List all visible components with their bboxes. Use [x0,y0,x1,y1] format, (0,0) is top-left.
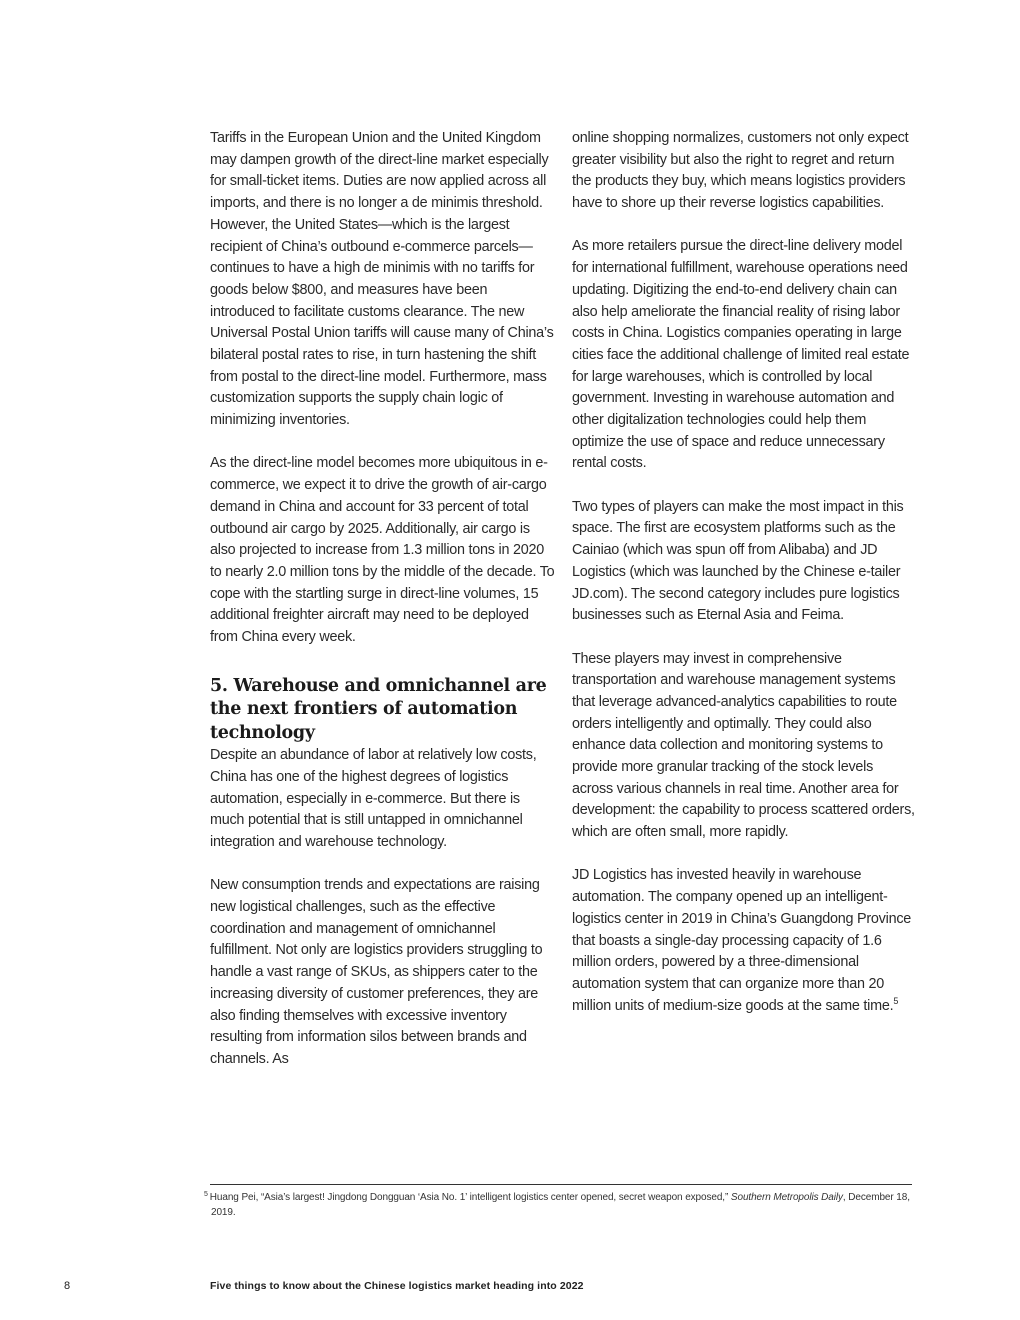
body-paragraph: As the direct-line model becomes more ubiquitous in e-commerce, we expect it to drive the growth of air-cargo demand in China and account for 33 percent of total outbound air cargo by 2025. Additionally, air cargo is also projected to increase from 1.3 million tons in 2020 to nearly 2.0 million tons by the middle of the decade. To cope with the startling surge in direct-line volumes, 15 additional freighter aircraft may need to be deployed from China every week. [210,455,555,646]
body-paragraph: online shopping normalizes, customers not only expect greater visibility but also the right to regret and return the products they buy, which means logistics providers have to shore up their reverse logistics capabilities. [572,130,909,212]
section-heading: 5. Warehouse and omnichannel are the next frontiers of automation technology [210,675,547,743]
paragraph-text: JD Logistics has invested heavily in warehouse automation. The company opened up an intelligent-logistics center in 2019 in China’s Guangdong Province that boasts a single-day processing capacity of 1.6 million orders, powered by a three-dimensional automation system that can organize more than 20 million units of medium-size goods at the same time. [572,867,912,1014]
footnote-divider [210,1184,912,1185]
footnote-mark: 5 [204,1190,208,1198]
footnote [204,1190,914,1220]
footnote-reference: 5 [893,995,899,1006]
left-column [210,128,555,1092]
right-column [572,128,917,1039]
footnote-source: Southern Metropolis Daily [730,1192,843,1203]
page-number: 8 [64,1280,71,1292]
body-paragraph: Tariffs in the European Union and the United Kingdom may dampen growth of the direct-line market especially for small-ticket items. Duties are now applied across all imports, and there is no longer a de minimis threshold. However, the United States—which is the largest recipient of China’s outbound e-commerce parcels—continues to have a high de minimis with no tariffs for goods below $800, and measures have been introduced to facilitate customs clearance. The new Universal Postal Union tariffs will cause many of China’s bilateral postal rates to rise, in turn hastening the shift from postal to the direct-line model. Furthermore, mass customization supports the supply chain logic of minimizing inventories. [210,130,554,429]
body-paragraph [572,865,917,1017]
footnote-date: , December 18, 2019. [211,1192,910,1218]
body-paragraph: Two types of players can make the most impact in this space. The first are ecosystem platforms such as the Cainiao (which was spun off from Alibaba) and JD Logistics (which was launched by the Chinese e-tailer JD.com). The second category includes pure logistics businesses such as Eternal Asia and Feima. [572,498,904,624]
body-paragraph: These players may invest in comprehensive transportation and warehouse management systems that leverage advanced-analytics capabilities to route orders intelligently and optimally. They could also enhance data collection and monitoring systems to provide more granular tracking of the stock levels across various channels in real time. Another area for development: the capability to process scattered orders, which are often small, more rapidly. [572,650,915,841]
body-paragraph: As more retailers pursue the direct-line delivery model for international fulfillment, warehouse operations need updating. Digitizing the end-to-end delivery chain can also help ameliorate the financial reality of rising labor costs in China. Logistics companies operating in large cities face the additional challenge of limited real estate for large warehouses, which is controlled by local government. Investing in warehouse automation and other digitalization technologies could help them optimize the use of space and reduce unnecessary rental costs. [572,238,910,472]
body-paragraph: New consumption trends and expectations are raising new logistical challenges, such as the effective coordination and management of omnichannel fulfillment. Not only are logistics providers struggling to handle a vast range of SKUs, as shippers cater to the increasing diversity of customer preferences, they are also finding themselves with excessive inventory resulting from information silos between brands and channels. As [210,877,543,1067]
body-paragraph: Despite an abundance of labor at relatively low costs, China has one of the highest degrees of logistics automation, especially in e-commerce. But there is much potential that is still untapped in omnichannel integration and warehouse technology. [210,747,537,851]
footnote-text: Huang Pei, “Asia’s largest! Jingdong Dongguan ‘Asia No. 1’ intelligent logistics center opened, secret weapon exposed,” [209,1192,729,1203]
footer-title: Five things to know about the Chinese logistics market heading into 2022 [210,1280,584,1292]
